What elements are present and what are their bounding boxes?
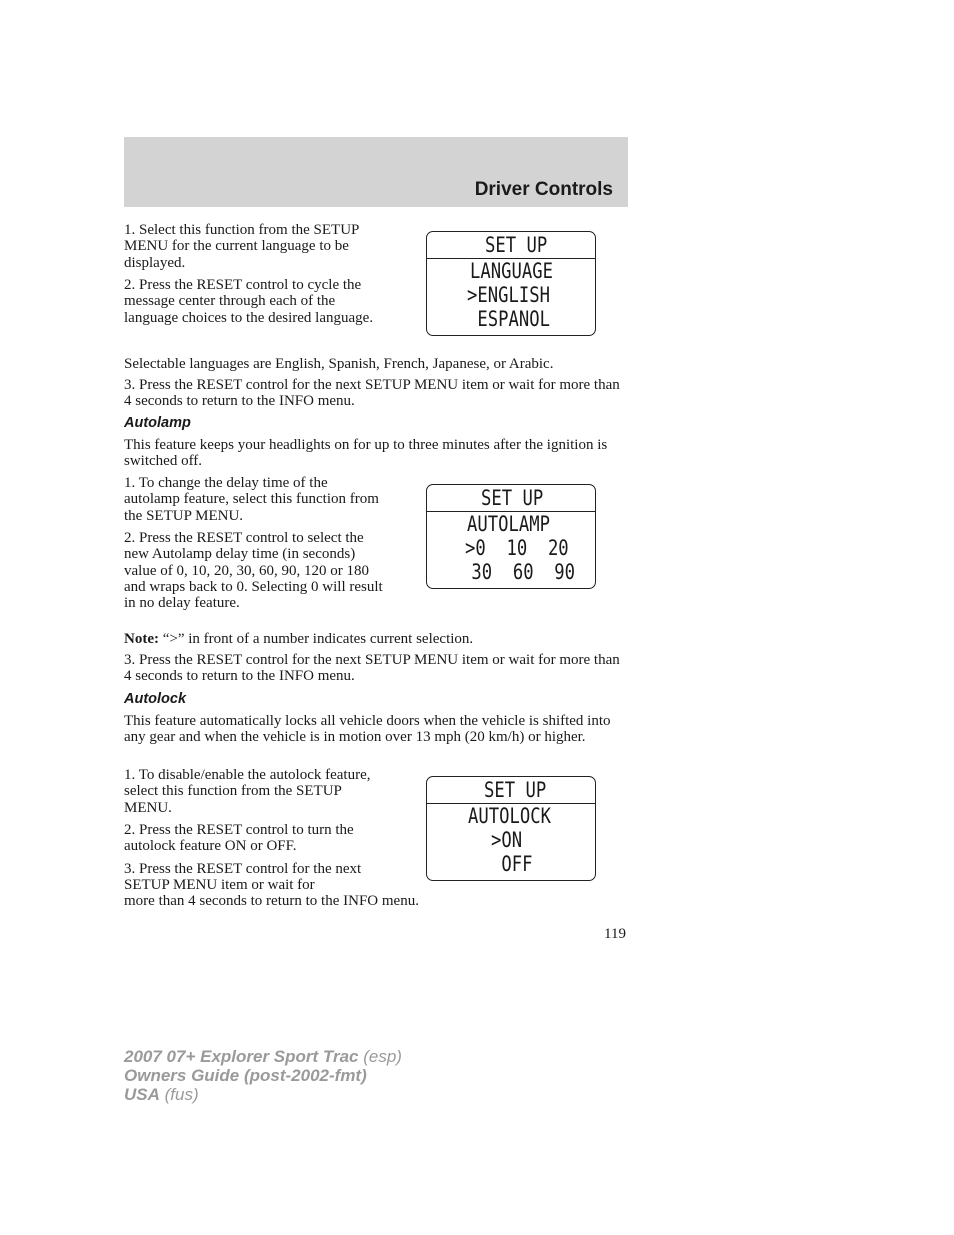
footer-line-3 [124,1085,402,1104]
footer-line-1 [124,1047,402,1066]
autolamp-note [124,631,624,647]
autolock-intro: This feature automatically locks all vehicle doors when the vehicle is shifted into any gear and when the vehicle is in motion over 13 mph (20 km/h) or higher. [124,713,611,746]
autolamp-setup-display [426,484,596,589]
display-line-1: SET UP [485,233,548,257]
document-footer [124,1047,402,1104]
display-line-3: >0 10 20 [465,536,569,560]
autolock-setup-display [426,776,596,881]
note-text: “>” in front of a number indicates current selection. [158,631,474,647]
display-line-3: >ON [491,828,523,852]
autolamp-step-3: 3. Press the RESET control for the next SETUP MENU item or wait for more than 4 seconds to return to the INFO menu. [124,652,620,685]
footer-model-code: (esp) [358,1047,402,1066]
autolock-step-2: 2. Press the RESET control to turn the autolock feature ON or OFF. [124,822,354,855]
autolamp-heading: Autolamp [124,415,191,431]
section-title: Driver Controls [474,179,613,200]
display-line-4: ESPANOL [467,307,550,331]
section-header-band [124,137,628,207]
note-label: Note: [124,631,159,647]
autolamp-intro: This feature keeps your headlights on for up to three minutes after the ignition is switched off. [124,437,608,470]
autolamp-step-2: 2. Press the RESET control to select the new Autolamp delay time (in seconds) value of 0, 10, 20, 30, 60, 90, 120 or 180 and wraps back to 0. Selecting 0 will result in no delay feature. [124,530,383,612]
footer-line-2: Owners Guide (post-2002-fmt) [124,1066,367,1085]
autolamp-step-1: 1. To change the delay time of the autolamp feature, select this function from the SETUP MENU. [124,475,379,524]
autolock-step-3-part-1: 3. Press the RESET control for the next SETUP MENU item or wait for [124,861,362,894]
language-setup-display [426,231,596,336]
autolock-step-3-part-2: more than 4 seconds to return to the INFO menu. [124,893,419,909]
display-line-4: 30 60 90 [461,560,576,584]
display-line-2: AUTOLOCK [468,804,551,828]
display-line-2: LANGUAGE [470,259,553,283]
language-step-1: 1. Select this function from the SETUP MENU for the current language to be displayed. [124,222,359,271]
footer-model: 2007 07+ Explorer Sport Trac [124,1047,359,1066]
language-selectable-text: Selectable languages are English, Spanish, French, Japanese, or Arabic. [124,356,554,372]
display-line-1: SET UP [481,486,544,510]
display-line-3: >ENGLISH [467,283,550,307]
language-step-3: 3. Press the RESET control for the next SETUP MENU item or wait for more than 4 seconds to return to the INFO menu. [124,377,620,410]
display-line-2: AUTOLAMP [467,512,550,536]
language-step-2: 2. Press the RESET control to cycle the message center through each of the language choices to the desired language. [124,277,374,326]
footer-market-code: (fus) [159,1085,199,1104]
autolock-step-1: 1. To disable/enable the autolock feature, select this function from the SETUP MENU. [124,767,371,816]
display-line-1: SET UP [484,778,547,802]
display-line-4: OFF [491,852,533,876]
footer-market: USA [124,1085,160,1104]
autolock-heading: Autolock [124,691,187,707]
page-number: 119 [604,926,626,942]
